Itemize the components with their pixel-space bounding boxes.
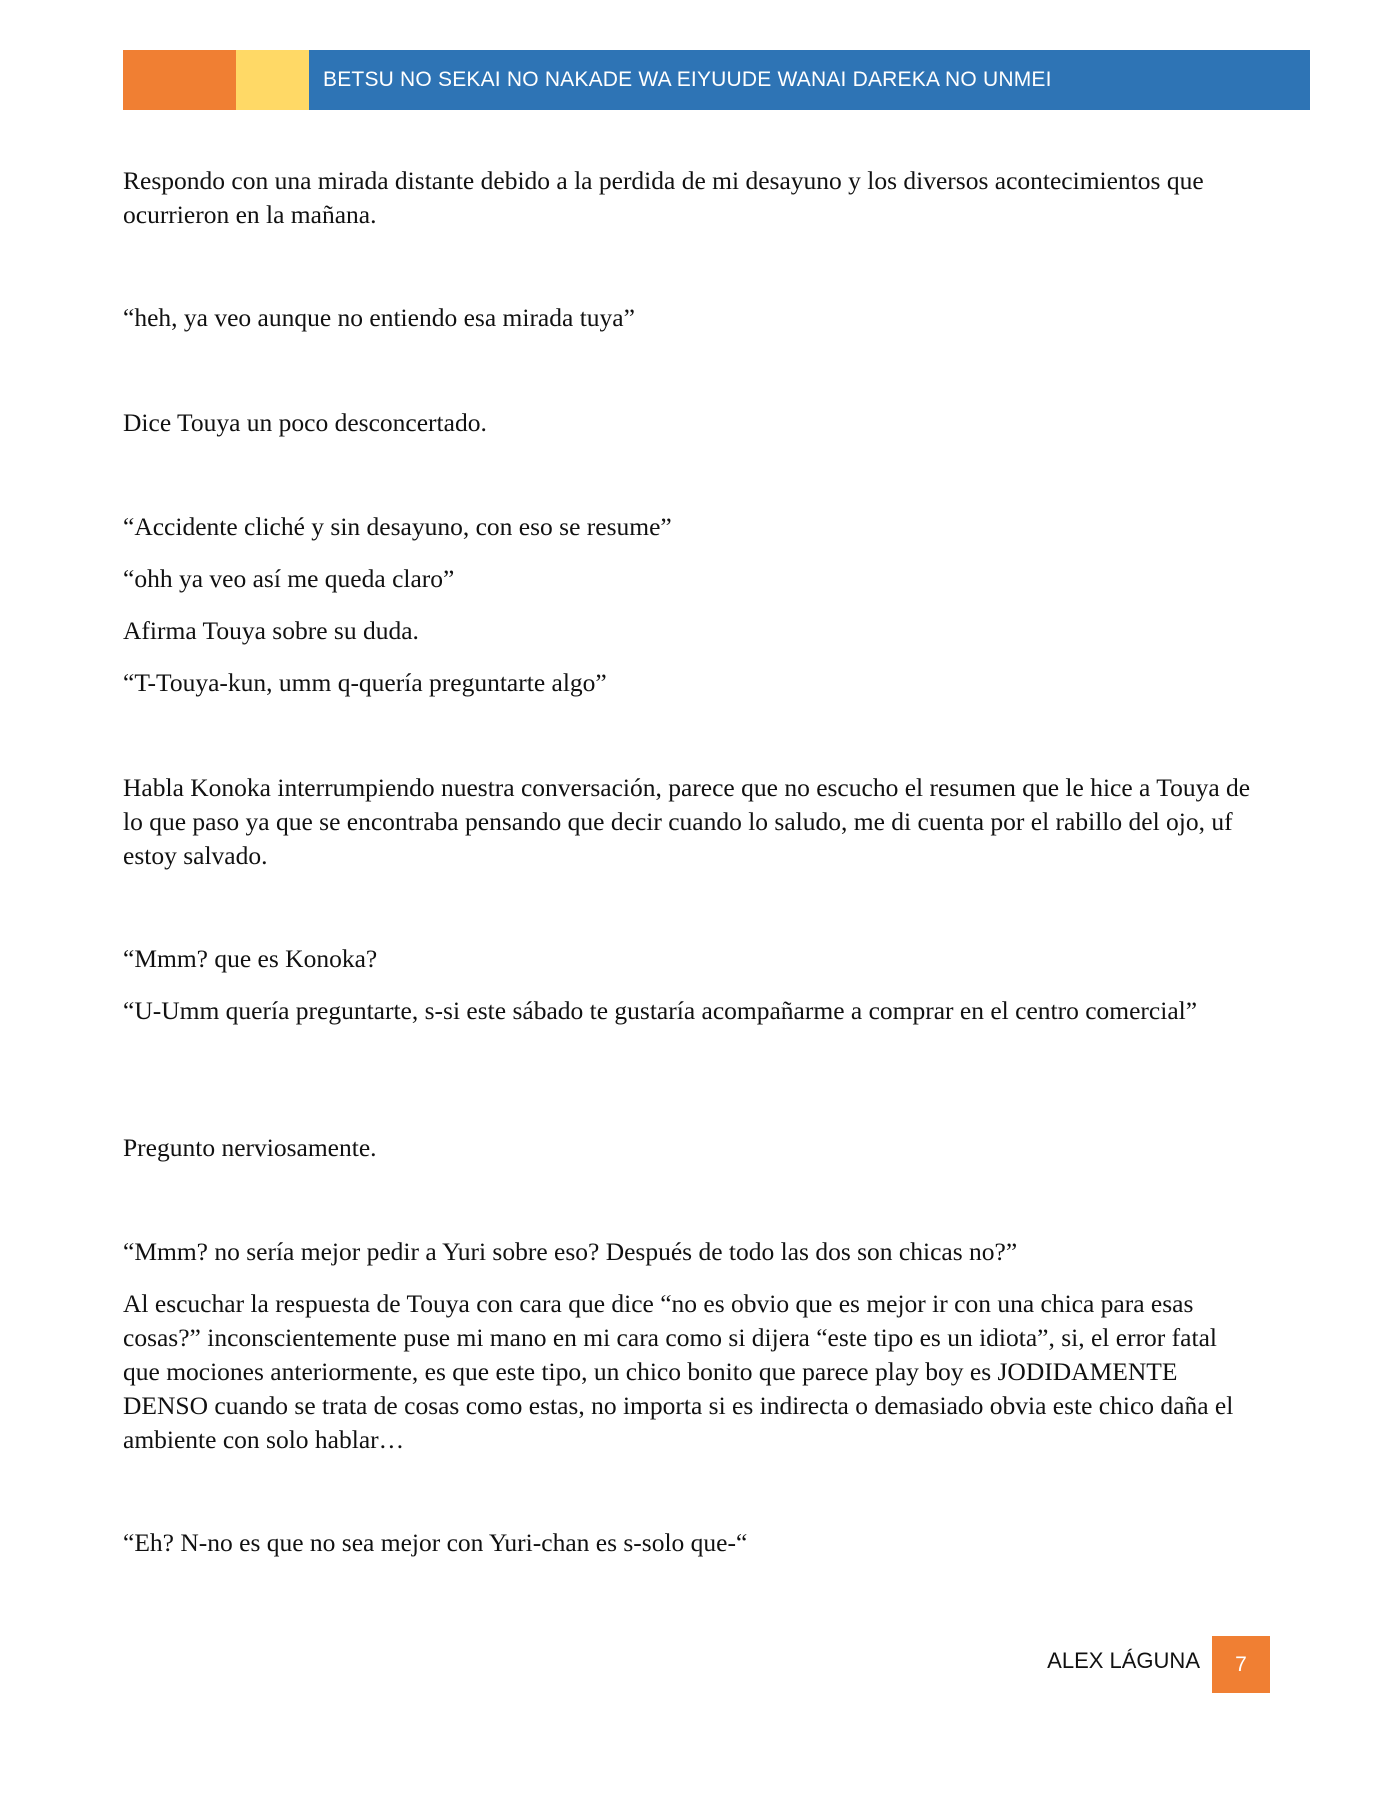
header-yellow-block xyxy=(236,50,309,110)
footer-author: ALEX LÁGUNA xyxy=(1047,1648,1200,1673)
paragraph: Al escuchar la respuesta de Touya con cara que dice “no es obvio que es mejor ir con una chica para esas cosas?” inconscientemente puse mi mano en mi cara como si dijera “este tipo es un idiota”, si, el error fatal que mociones anteriormente, es que este tipo, un chico bonito que parece play boy es JODIDAMENTE DENSO cuando se trata de cosas como estas, no importa si es indirecta o demasiado obvia este chico daña el ambiente con solo hablar… xyxy=(123,1289,1234,1454)
page-number-box xyxy=(1212,1636,1270,1693)
page-header xyxy=(123,50,1310,110)
paragraph: “U-Umm quería preguntarte, s-si este sábado te gustaría acompañarme a comprar en el centro comercial” xyxy=(123,996,1198,1025)
paragraph: “Eh? N-no es que no sea mejor con Yuri-chan es s-solo que-“ xyxy=(123,1528,748,1557)
paragraph: Pregunto nerviosamente. xyxy=(123,1133,377,1162)
paragraph: “Accidente cliché y sin desayuno, con eso se resume” xyxy=(123,512,672,541)
paragraph: “heh, ya veo aunque no entiendo esa mirada tuya” xyxy=(123,303,635,332)
header-orange-block xyxy=(123,50,236,110)
header-title-bar xyxy=(309,50,1310,110)
paragraph: “T-Touya-kun, umm q-quería preguntarte algo” xyxy=(123,668,607,697)
paragraph: “Mmm? que es Konoka? xyxy=(123,944,378,973)
paragraph: Respondo con una mirada distante debido a la perdida de mi desayuno y los diversos acontecimientos que ocurrieron en la mañana. xyxy=(123,166,1204,229)
header-title: BETSU NO SEKAI NO NAKADE WA EIYUUDE WANAI DAREKA NO UNMEI xyxy=(323,68,1052,91)
paragraph: “Mmm? no sería mejor pedir a Yuri sobre eso? Después de todo las dos son chicas no?” xyxy=(123,1237,1018,1266)
paragraph: Dice Touya un poco desconcertado. xyxy=(123,408,487,437)
paragraph: Afirma Touya sobre su duda. xyxy=(123,616,419,645)
paragraph: “ohh ya veo así me queda claro” xyxy=(123,564,455,593)
paragraph: Habla Konoka interrumpiendo nuestra conversación, parece que no escucho el resumen que le hice a Touya de lo que paso ya que se encontraba pensando que decir cuando lo saludo, me di cuenta por el rabillo del ojo, uf estoy salvado. xyxy=(123,773,1251,870)
page-number: 7 xyxy=(1235,1652,1247,1676)
